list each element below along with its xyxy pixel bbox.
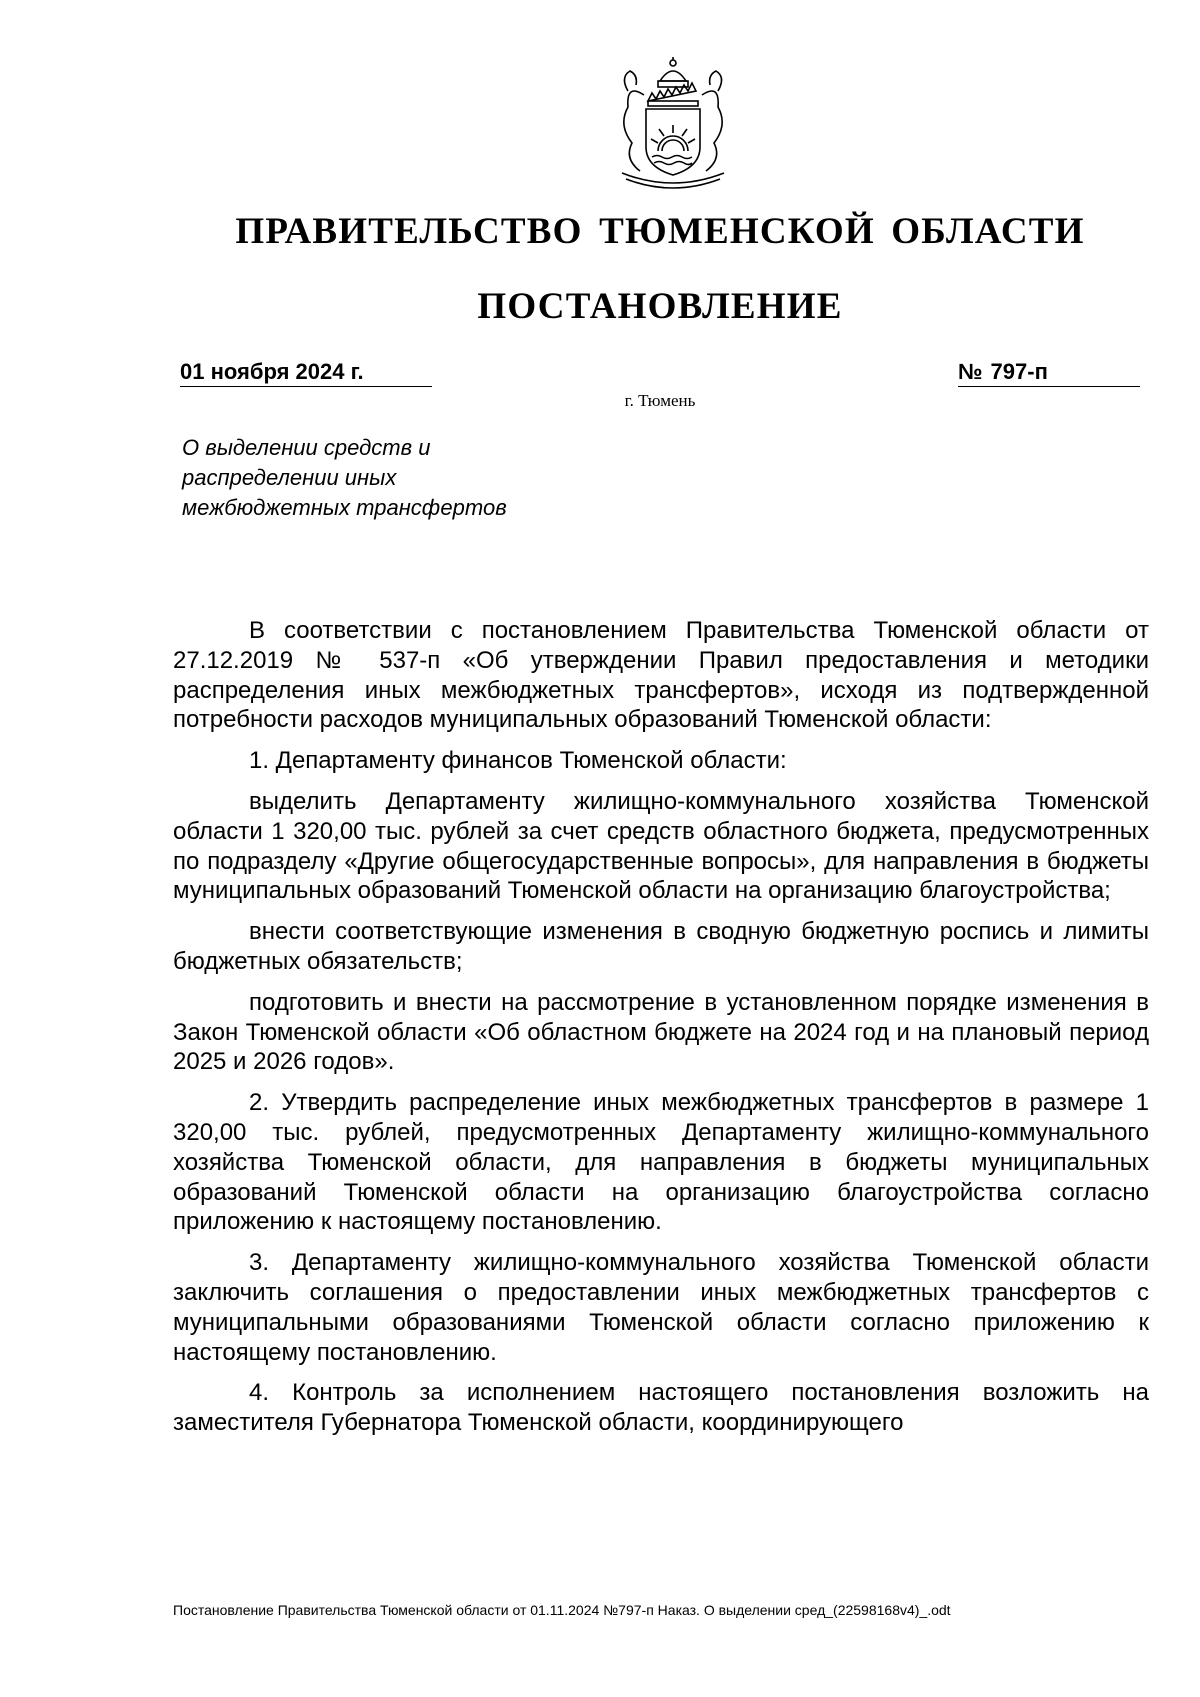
body-paragraph: подготовить и внести на рассмотрение в установленном порядке изменения в Закон Тюменской области «Об областном бюджете на 2024 год и на плановый период 2025 и 2026 годов». <box>173 988 1149 1076</box>
document-type-title: ПОСТАНОВЛЕНИЕ <box>477 286 843 327</box>
number-sign: № <box>958 359 983 384</box>
organization-title: ПРАВИТЕЛЬСТВО ТЮМЕНСКОЙ ОБЛАСТИ <box>235 211 1085 252</box>
subject-line: О выделении средств и <box>182 435 431 460</box>
body-paragraph: выделить Департаменту жилищно-коммунального хозяйства Тюменской области 1 320,00 тыс. рублей за счет средств областного бюджета, предусмотренных по подразделу «Другие общегосударственные вопросы», для направления в бюджеты муниципальных образований Тюменской области на организацию благоустройства; <box>173 787 1149 905</box>
subject-line: межбюджетных трансфертов <box>182 495 507 520</box>
body-paragraph: 4. Контроль за исполнением настоящего постановления возложить на заместителя Губернатора Тюменской области, координирующего <box>173 1379 1149 1437</box>
coat-of-arms-emblem <box>598 55 748 190</box>
document-body <box>173 616 1149 1449</box>
page-footer: Постановление Правительства Тюменской области от 01.11.2024 №797-п Наказ. О выделении сред_(22598168v4)_.odt <box>173 1602 951 1618</box>
body-paragraph: 2. Утвердить распределение иных межбюджетных трансфертов в размере 1 320,00 тыс. рублей, предусмотренных Департаменту жилищно-коммунального хозяйства Тюменской области, для направления в бюджеты муниципальных образований Тюменской области на организацию благоустройства согласно приложению к настоящему постановлению. <box>173 1089 1149 1236</box>
subject-line: распределении иных <box>182 465 397 490</box>
body-paragraph: В соответствии с постановлением Правительства Тюменской области от 27.12.2019 № 537-п «Об утверждении Правил предоставления и методики распределения иных межбюджетных трансфертов», исходя из подтвержденной потребности расходов муниципальных образований Тюменской области: <box>173 617 1149 734</box>
city-name: г. Тюмень <box>624 391 696 410</box>
body-paragraph: 3. Департаменту жилищно-коммунального хозяйства Тюменской области заключить соглашения о предоставлении иных межбюджетных трансфертов с муниципальными образованиями Тюменской области согласно приложению к настоящему постановлению. <box>173 1249 1149 1366</box>
body-paragraph: внести соответствующие изменения в сводную бюджетную роспись и лимиты бюджетных обязательств; <box>173 918 1149 975</box>
document-number-field <box>958 358 1140 387</box>
body-paragraph: 1. Департаменту финансов Тюменской области: <box>249 747 787 775</box>
document-number: 797-п <box>990 359 1048 384</box>
document-date: 01 ноября 2024 г. <box>180 358 432 387</box>
document-subject <box>182 433 622 523</box>
